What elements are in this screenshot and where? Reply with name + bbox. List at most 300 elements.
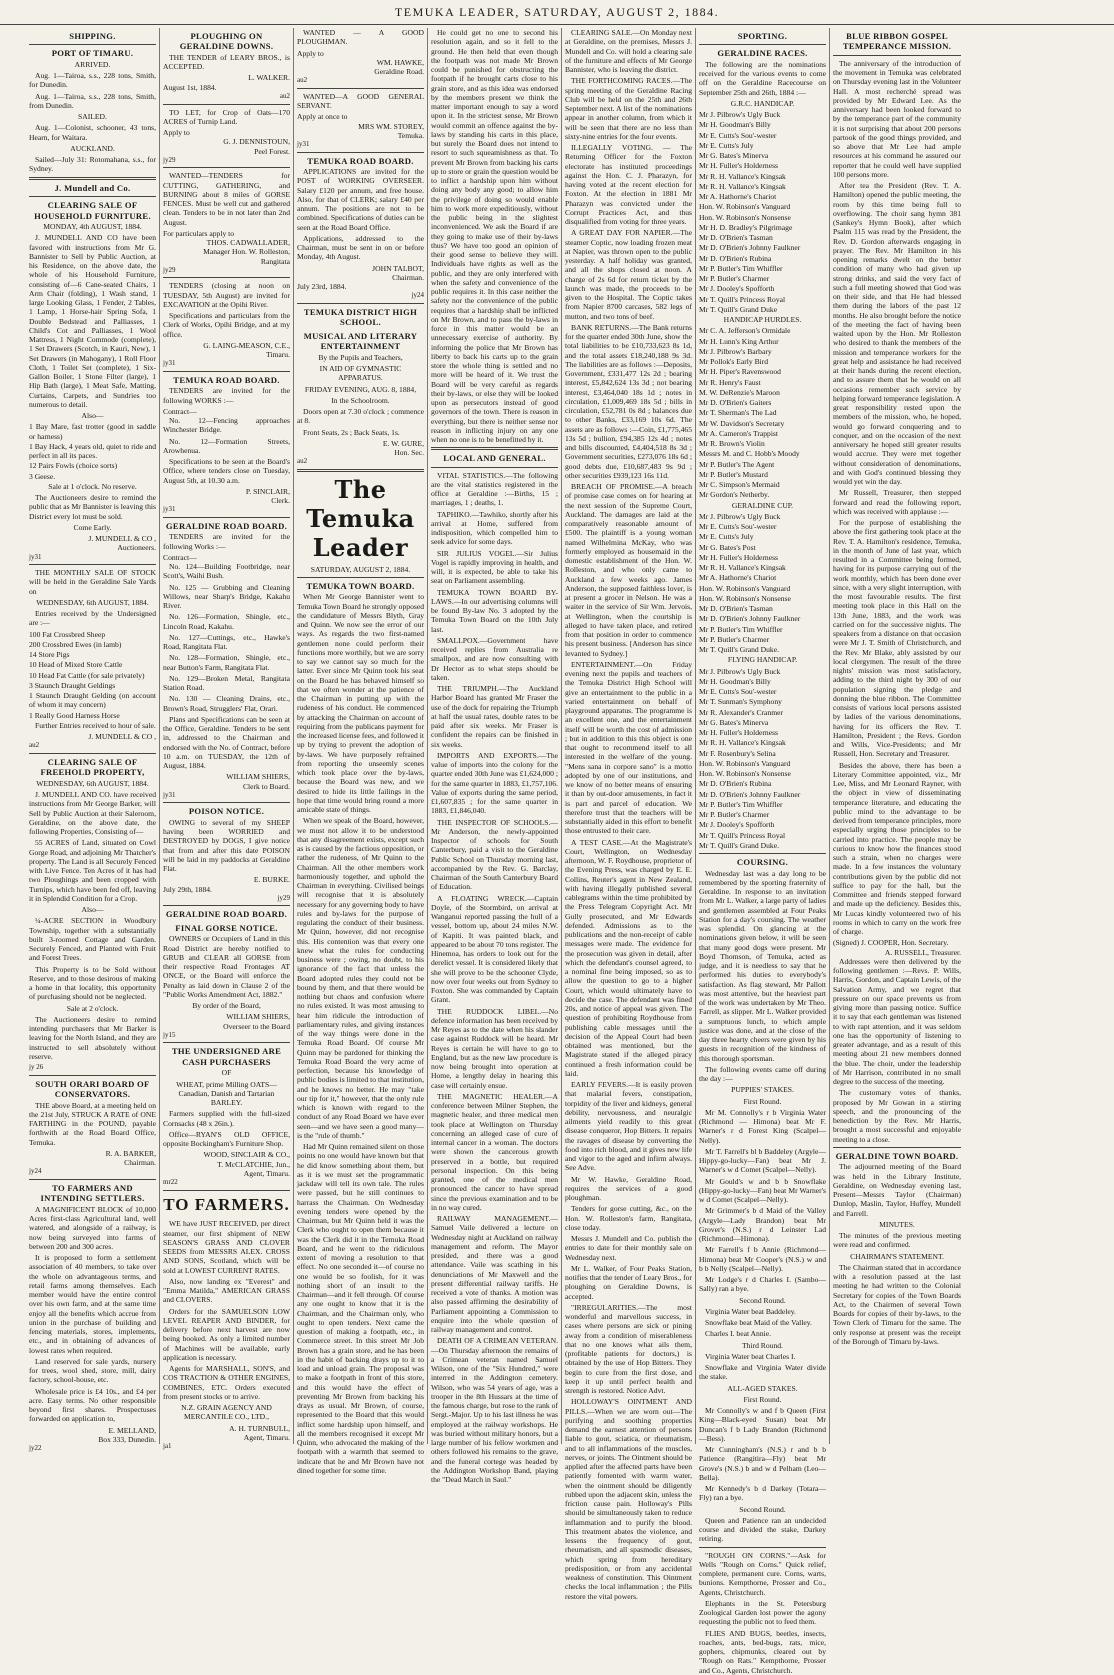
nominations-list (699, 326, 826, 499)
list-item: No. 129—Broken Metal, Rangitata Station Road. (163, 673, 290, 693)
nominations-list (699, 110, 826, 314)
list-item: No. 12—Formation Streets, Arowhenua. (163, 436, 290, 455)
to-farmers-heading: TO FARMERS. (163, 1194, 290, 1214)
column-2 (160, 28, 294, 1451)
list-item: Mr D. O'Brien's Rubina (699, 253, 772, 263)
trb-spec: Specifications to be seen at the Board's Office, where tenders close on Tuesday, August 5th, at 10.30 a.m. (163, 457, 290, 485)
list-item: Mr J. Dooley's Spofforth (699, 820, 775, 830)
school-place: In the Schoolroom. (331, 395, 390, 405)
list-item: Mr D. O'Brien's Johnny Faulkner (699, 614, 801, 624)
grb-spec: Plans and Specifications can be seen at the Office, Geraldine. Tenders to be sent in, addressed to the Chairman and endorsed with the No. of Contract, before 10 a.m. on TUESDAY, the 12th of August, 1884. (163, 714, 290, 771)
signature-role: Agent, Timaru. (243, 1168, 290, 1178)
divider (297, 303, 424, 304)
trb-body: Applications, addressed to the Chairman, must be sent in on or before Monday, 4th August. (297, 233, 424, 262)
signature: WOOD, SINCLAIR & CO., (203, 1150, 290, 1160)
list-item: Hon. W. Robinson's Nonsense (699, 593, 791, 603)
result-line: Virginia Water beat Charles I. (705, 1351, 796, 1361)
list-item: 12 Pairs Fowls (choice sorts) (29, 461, 118, 471)
divider (29, 177, 156, 180)
date-line: July 23rd, 1884. (297, 282, 347, 292)
list-item: Mr H. Fuller's Holderness (699, 728, 778, 738)
trb-body: APPLICATIONS are invited for the POST of WORKING OVERSEER. Salary £120 per annum, and free house. Also, for that of CLERK; salary £40 per annum. The positions are not to be combined. Specifications of duties can be seen at the Road Board Office. (297, 167, 424, 232)
signature: R. A. BARKER, (105, 1148, 156, 1158)
clearing-sale-body: J. MUNDELL AND CO have been favored with instructions from Mr G. Bannister to Sell by Public Auction, at his Residence, on the above date, the whole of his Household Furniture, consisting of—6 Cane-seated Chairs, 1 Arm Chair (folding), 1 Wash stand, 1 large Looking Glass, 1 Fender, 2 Tables, 1 Lamp, 1 Horse-hair Spring Sofa, 1 Double Bedstead and Palliasses, 1 Child's Cot and Palliasses, 1 Wool Mattress, 1 Night Commode (complete), 1 Set Drawers (Scotch, in Kauri, New), 1 Set Drawers (in Mahogany), 1 Roll Floor Cloth, 1 Toilet Set (complete), 1 Six-Gallon Boiler, 1 Stone Filter (large), 1 Hip Bath (large), 1 Meat Safe, Matting, Curtains, Carpets, and Sundries too numerous to detail. (29, 233, 156, 409)
round-heading: Second Round. (739, 1295, 786, 1305)
particulars-label: For particulars apply to (163, 228, 235, 238)
list-item: Mr R. H. Vallance's Kingsak (699, 738, 786, 748)
result-line: Mr Connolly's w and f b Queen (First King—Black-eyed Susan) beat Mr Duncan's f b Lady Brandon (Richmond—Bess). (699, 1406, 826, 1443)
ad-line: "ROUGH ON CORNS."—Ask for Wells "Rough on Corns." Quick relief, complete, permanent cure. Corns, warts, bunions. Kempthorne, Prosser and Co., Agents, Christchurch. (699, 1550, 826, 1597)
arrived-label: ARRIVED. (74, 59, 111, 69)
list-item: M. W. DeRenzie's Maroon (699, 387, 780, 397)
divider (163, 517, 290, 518)
news-item: IMPORTS AND EXPORTS.—The value of imports into the colony for the quarter ended 30th June was £1,624,000 ; for the same quarter in 1883, £1,757,106. Value of exports during the same period, £1,607,835 ; for the same quarter in 1883, £1,846,040. (431, 750, 558, 816)
list-item: Hon. W. Robinson's Vanguard (699, 202, 791, 212)
divider (163, 1042, 290, 1043)
list-item: Mr R. H. Vallance's Kingsak (699, 563, 786, 573)
list-item: Mr J. Pilbrow's Ugly Buck (699, 666, 781, 676)
divider (163, 277, 290, 278)
freehold-55: 55 ACRES of Land, situated on Cowl Gorge Road, and adjoining Mr Thatcher's property. The Land is all Securely Fenced with Live Fence. Ten Acres of it has had two Ploughings and been cropped with Turnips, which have been fed off, leaving it in Splendid Condition for a Crop. (29, 838, 156, 903)
school-date: FRIDAY EVENING, AUG. 8, 1884, (304, 384, 417, 394)
divider (699, 1547, 826, 1548)
school-aid: IN AID OF GYMNASTIC APPARATUS. (319, 364, 402, 383)
race-heading: G.R.C. HANDICAP. (730, 98, 795, 108)
news-item: TEMUKA TOWN BOARD BY-LAWS.—In our advertising columns will be found By-law No. 3 adopted by the Temuka Town Board on the 10th July last. (431, 587, 558, 634)
list-item: Mr C. Simpson's Mermaid (699, 480, 780, 490)
signature: A. H. TURNBULL, (229, 1423, 290, 1433)
poison-body: OWING to several of my SHEEP having been WORRIED and DESTROYED by DOGS, I give notice that from and after this date POISON will be laid in my paddocks at Geraldine Flat. (163, 817, 290, 874)
list-item: Mr G. Bates's Minerva (699, 151, 769, 161)
school-heading: TEMUKA DISTRICT HIGH SCHOOL. (303, 306, 418, 328)
list-item: Mr R. H. Vallance's Kingsak (699, 171, 786, 181)
list-item: 200 Crossbred Ewes (in lamb) (29, 639, 122, 649)
auckland-label: AUCKLAND. (70, 143, 115, 153)
divider (297, 152, 424, 153)
temuka-road-board-heading: TEMUKA ROAD BOARD. (173, 374, 280, 385)
cash-of: OF (221, 1068, 232, 1078)
signed-line: A. RUSSELL, Treasurer. (884, 947, 961, 957)
ad-code: jy22 (29, 1444, 42, 1453)
contract-label: Contract— (163, 406, 197, 416)
news-item: BANK RETURNS.—The Bank returns for the quarter ended 30th June, show the total liabilities to be £10,733,623 8s 1d, and the total assets £18,240,188 9s 3d. The liabilities are as follows :—Deposits, Government, £331,477 12s 2d ; bearing interest, £5,842,624 13s 3d ; not bearing interest, £3,464,040 18s 1d ; notes in circulation, £1,009,469 18s 5d ; bills in circulation, £52,781 0s 8d ; balances due to other Banks, £33,169 10s 6d. The assets are as follows :—Coin, £1,775,465 13s 5d ; bullion, £94,385 12s 4d ; notes and bills discounted, £4,404,518 8s 3d ; Government securities, £273,076 18s 6d ; good debts due, £10,687,483 9s 9d ; other securities £939,123 16s 11d. (565, 322, 692, 480)
date-line: July 29th, 1884. (163, 884, 212, 894)
ad-line: FLIES AND BUGS, beetles, insects, roaches, ants, bed-bugs, rats, mice, gophers, chipmunks, cleared out by "Rough on Rats." Kempthorne, Prosser and Co., Agents, Christchurch. (699, 1628, 826, 1675)
ad-code: jy31 (163, 359, 176, 368)
divider (163, 905, 290, 906)
list-item: Mr P. Butler's Charmer (699, 634, 770, 644)
list-item: Messrs M. and C. Hobb's Moody (699, 449, 800, 459)
list-item: Mr H. Piper's Ravenswood (699, 367, 781, 377)
ad-code: au2 (29, 741, 40, 750)
local-general-heading: LOCAL AND GENERAL. (443, 453, 546, 464)
come-early: Come Early. (73, 522, 112, 532)
let-body: TO LET, for Crop of Oats—170 ACRES of Turnip Land. (163, 107, 290, 126)
coursing-body: The following events came off during the day :— (699, 1064, 826, 1084)
contract-label: Contract— (163, 552, 197, 562)
list-item: Mr G. Bates's Minerva (699, 717, 769, 727)
signature-place: Timaru. (266, 350, 290, 360)
result-line: Virginia Water beat Baddeley. (705, 1306, 796, 1316)
school-by: By the Pupils and Teachers, (318, 352, 403, 362)
signature: WILLIAM SHIERS, (226, 1012, 290, 1022)
article-body: The minutes of the previous meeting were read and confirmed. (833, 1231, 961, 1250)
list-item: Hon. W. Robinson's Vanguard (699, 758, 791, 768)
result-line: Mr Farrell's f b Annie (Richmond—Himona) beat Mr Cooper's (N.S.) w and b b Nelly (Scalpel—Nelly). (699, 1245, 826, 1273)
list-item: Mr D. O'Brien's Tasman (699, 604, 773, 614)
signature-role: Chairman. (392, 272, 424, 282)
news-item: "IRREGULARITIES.—The most wonderful and marvellous success, in cases where persons are sick or pining away from a condition of miserableness that no one knows what ails them, (profitable patients for doctors,) is obtained by the use of Hop Bitters. They begin to cure from the first dose, and keep it up until perfect health and strength is restored. Notice Advt. (565, 1302, 692, 1395)
list-item: Mr R. H. Vallance's Kingsak (699, 181, 786, 191)
list-item: 1 Bay Mare, fast trotter (good in saddle or harness) (29, 422, 156, 441)
ad-code: jy 26 (29, 1063, 44, 1072)
signature-place: Rangitata (260, 256, 290, 266)
final-gorse-heading: FINAL GORSE NOTICE. (175, 922, 278, 933)
list-item: Mr G. Bates's Post (699, 542, 756, 552)
divider (163, 104, 290, 105)
signature: THOS. CADWALLADER, (206, 238, 290, 248)
signature-place: Geraldine Road. (374, 67, 424, 76)
divider (29, 196, 156, 197)
signature-role: Clerk. (271, 496, 290, 506)
result-line: Charles I. beat Annie. (705, 1329, 772, 1339)
monthly-entries: Entries received by the Undersigned are :— (29, 609, 156, 628)
list-item: Mr T. Quill's Grand Duke. (699, 645, 779, 655)
result-line: Snowflake and Virginia Water divide the stake. (699, 1363, 826, 1382)
cash-items: WHEAT, prime Milling OATS— Canadian, Danish and Tartarian BARLEY. (176, 1079, 277, 1108)
article-body: The Chairman stated that in accordance with a resolution passed at the last meeting he had written to the Colonial Secretary for copies of the Town Boards Act, to the Chairmen of several Town Boards for copies of their by-laws, to the Town Clerk of Timaru for the same. The only response at present was the receipt of the Borough of Timaru by-laws. (833, 1262, 961, 1346)
divider (431, 447, 558, 450)
orari-body: THE above Board, at a meeting held on the 21st July, STRUCK A RATE of ONE FARTHING in the POUND, payable forthwith at the Road Board Office, Temuka. (29, 1100, 156, 1147)
divider (297, 577, 424, 578)
list-item: 14 Store Pigs (29, 650, 70, 660)
list-item: Mr T. Sunman's Symphony (699, 697, 782, 707)
nominations-list (699, 512, 826, 655)
article-body: The adjourned meeting of the Board was held in the Library Institute, Geraldine, on Wednesday evening last, Present—Messrs Taylor (Chairman) Dunlop, Maslin, Taylor, Huffey, Mundell and Farrell. (833, 1162, 961, 1218)
news-item: A GREAT DAY FOR NAPIER.—The steamer Coptic, now loading frozen meat at Napier, was thrown open to the public yesterday. A half holiday was granted, and all the shops closed at noon. A charge of 2s 6d for return ticket by the launch was made, the proceeds to be given to the Hospital. The Coptic takes from Napier 8700 carcases, 582 legs of mutton, and two tons of beef. (565, 228, 692, 321)
list-item: 10 Head Fat Cattle (for sale privately) (29, 670, 145, 680)
news-item: CLEARING SALE.—On Monday next at Geraldine, on the premises, Messrs J. Mundell and Co. will hold a clearing sale of the furniture and effects of Mr George Bannister, who is leaving the district. (565, 28, 692, 74)
signature: E. BURKE. (253, 875, 290, 885)
list-item: Mr E. Cutts's July (699, 532, 754, 542)
races-intro: The following are the nominations received for the various events to come off on the Geraldine Racecourse on September 25th and 26th, 1884 :— (699, 59, 826, 97)
list-item: Mr A. Hathorne's Chariot (699, 573, 777, 583)
shipping-heading: SHIPPING. (69, 31, 116, 41)
list-item: Hon. W. Robinson's Vanguard (699, 583, 791, 593)
divider (699, 44, 826, 45)
school-doors: Doors open at 7.30 o'clock ; commence at 8. (297, 407, 424, 426)
news-item: HOLLOWAY'S OINTMENT AND PILLS.—When we are worn out—The purifying and soothing properties demand the earnest attention of persons liable to gout, sciatica, or rheumatism, and to all inflammations of the muscles, nerves, or joints. The Ointment should be applied after the affected parts have been patiently fomented with warm water, when the ointment should be diligently rubbed upon the adjacent skin, unless the friction cause pain. Holloway's Pills should be simultaneously taken to reduce inflammation and to purify the blood. This treatment abates the violence, and lessens the frequency of gout, rheumatism, and all spasmodic diseases, which spring from hereditary predisposition, or from any accidental weakness of constitution. This Ointment checks the local inflammation ; the Pills restore the vital powers. (565, 1397, 692, 1601)
article-body: The anniversary of the introduction of the movement in Temuka was celebrated on Thursday evening last in the Volunteer Hall. A most recherché spread was provided by Mr Edward Lee. As the anniversary had been looked forward to by the temperance part of the community it is not surprising that about 200 persons partook of the good things provided, and so above that Mr Lee had ample resources at his command he assured our reporter that he could well have supplied 100 persons more. (833, 58, 961, 179)
apply-label: Apply to (163, 128, 190, 137)
news-item: Mr L. Walker, of Four Peaks Station, notifies that the tender of Leary Bros., for ploughing on Geraldine Downs, is accepted. (565, 1263, 692, 1301)
list-item: Mr E. Cutts's July (699, 140, 754, 150)
grb-body: TENDERS are invited for the following Works :— (163, 532, 290, 551)
divider (833, 1147, 961, 1148)
cash-purchasers-heading: THE UNDERSIGNED ARE CASH PURCHASERS (171, 1046, 282, 1067)
auckland-line: Sailed—July 31: Rotomahana, s.s., for Sydney. (29, 155, 156, 174)
stakes-heading: ALL-AGED STAKES. (727, 1383, 798, 1393)
news-item: SMALLPOX.—Government have received replies from Australia re smallpox, and are now consulting with Dr Hector as to what steps should be taken. (431, 635, 558, 682)
list-item: Mr J. Dooley's Spofforth (699, 284, 775, 294)
list-item: No. 130 — Cleaning Drains, etc., Brown's Road, Strugglers' Flat, Orari. (163, 694, 290, 713)
freehold-quarter: ¼-ACRE SECTION in Woodbury Township, together with a substantially built 3-roomed Cottage and Garden. Securely Fenced, and Planted with Fruit and Forest Trees. (29, 916, 156, 963)
signature: WM. HAWKE, (376, 57, 424, 67)
chairman-heading: CHAIRMAN'S STATEMENT. (850, 1251, 944, 1261)
ad-code: jy15 (163, 1030, 176, 1039)
list-item: 3 Staunch Draught Geldings (29, 680, 116, 690)
news-item: A FLOATING WRECK.—Captain Doyle, of the Stormbird, on arrival at Wanganui reported passing the hull of a vessel, bottom up, about 24 miles N.W. of Kapiti. It was painted black, and appeared to be about 70 tons register. The Hinemoa, has orders to look out for the derelict vessel. It is considered likely that she will prove to be the schooner Clyde, now over four weeks out from Sydney to Foxton. She was commanded by Captain Grant. (431, 893, 558, 1005)
coursing-heading: COURSING. (736, 857, 789, 868)
freehold-note: This Property is to be Sold without Reserve, and to those desirous of making a home in that locality, this opportunity of purchasing should not be neglected. (29, 964, 156, 1002)
list-item: Mr Pollok's Early Bird (699, 357, 769, 367)
orari-heading: SOUTH ORARI BOARD OF CONSERVATORS. (35, 1078, 150, 1100)
signature: J. MUNDELL & CO , (88, 732, 156, 742)
column-3 (294, 28, 428, 1475)
nominations-list (699, 667, 826, 851)
article-body: Mr Russell, Treasurer, then stepped forward and read the following report, which was received with applause :— (833, 488, 961, 516)
list-item: 3 Geese. (29, 471, 56, 481)
list-item: Mr D. O'Brien's Gaiters (699, 398, 772, 408)
monthly-sale-heading: THE MONTHLY SALE OF STOCK will be held in the Geraldine Sale Yards on (29, 568, 156, 596)
list-item: Mr P. Butler's Tim Whiffler (699, 624, 783, 634)
freehold-foot: The Auctioneers desire to remind intending purchasers that Mr Barker is leaving for the North Island, and they are instructed to sell absolutely without reserve. (29, 1014, 156, 1061)
news-item: THE RUDDOCK LIBEL.—No defence information has been received by Mr Reyes as to the date when his slander case against Ruddock will be heard. Mr Reyes is certain he will have to go to England, but as the new law procedure is now being brought into operation at Home, a lengthy delay in hearing this case will certainly ensue. (431, 1006, 558, 1090)
list-item: No. 126—Formation, Shingle, etc., Lincoln Road, Kakahu. (163, 612, 290, 631)
list-item: Mr P. Butler's Mustard (699, 469, 768, 479)
ad-code: au2 (279, 91, 290, 100)
signature-role: Clerk to Board. (242, 781, 290, 791)
geraldine-town-board-heading: GERALDINE TOWN BOARD. (835, 1150, 959, 1161)
news-item: VITAL STATISTICS.—The following are the vital statistics registered in the office at Geraldine :—Births, 15 ; marriages, 1 ; deaths, 1. (431, 470, 558, 508)
list-item: 1 Bay Hack, 4 years old, quiet to ride and perfect in all its paces. (29, 441, 156, 461)
signature: T. McCLATCHIE, Jun., (217, 1159, 290, 1169)
signature-role: Auctioneers. (117, 543, 156, 553)
race-heading: HANDICAP HURDLES. (723, 315, 802, 325)
article-body: The customary votes of thanks, proposed by Mr Gowan in a stirring speech, and the pronouncing of the benediction by the Rev. Mr Harris, brought a most successful and enjoyable meeting to a close. (833, 1088, 961, 1144)
ad-code: jy29 (163, 155, 176, 164)
divider (163, 1190, 290, 1191)
list-item: No. 124—Building Footbridge, near Scott's, Waihi Bush. (163, 562, 290, 581)
list-item: Mr W. Davidson's Secretary (699, 418, 785, 428)
clearing-sale-heading: CLEARING SALE OF HOUSEHOLD FURNITURE. (34, 200, 151, 221)
round-heading: Third Round. (742, 1340, 783, 1350)
divider (431, 467, 558, 468)
list-item: Mr D. O'Brien's Johnny Faulkner (699, 243, 801, 253)
list-item: Mr D. O'Brien's Johnny Faulkner (699, 789, 801, 799)
gorse-body: WANTED—TENDERS for CUTTING, GATHERING, and BURNING about 8 miles of GORSE FENCES. Must be well cut and gathered clean. Tenders to be in not later than 2nd August. (163, 171, 290, 227)
freehold-heading: CLEARING SALE OF FREEHOLD PROPERTY, (40, 756, 145, 778)
final-gorse-body: OWNERS or Occupiers of Land in this Road District are hereby notified to GRUB and CLEAR all GORSE from their respective Road Frontages AT ONCE, or the Board will enforce the Penalty as laid down in Clause 2 of the "Public Works Amendment Act, 1882." (163, 934, 290, 999)
list-item: Mr J. Pilbrow's Barbary (699, 346, 772, 356)
freehold-body: J. MUNDELL AND CO. have received instructions from Mr George Barker, will Sell by Public Auction at their Saleroom, Geraldine, on the above date, the following Properties, Consisting of— (29, 790, 156, 837)
news-item: EARLY FEVERS.—It is easily proven that malarial fevers, constipation, torpidity of the liver and kidneys, general debility, nervousness, and neuralgic ailments yield readily to this great disease conqueror, Hop Bitters. It repairs the ravages of disease by converting the food into rich blood, and it gives new life and vigor to the aged and infirm always. See Adve. (565, 1080, 692, 1173)
result-line: Snowflake beat Maid of the Valley. (705, 1318, 812, 1328)
news-item: THE FORTHCOMING RACES.—The spring meeting of the Geraldine Racing Club will be held on the 25th and 26th September next. A list of the nominations appear in another column, from which it will be seen that there are no less than sixty-nine entries for the four events. (565, 76, 692, 141)
signature: G. LAING-MEASON, C.E., (203, 340, 290, 350)
list-item: Mr H. Goodman's Billy (699, 120, 771, 130)
list-item: Mr T. Quill's Grand Duke (699, 304, 778, 314)
news-item: Messrs J. Mundell and Co. publish the entries to date for their monthly sale on Wednesday next. (565, 1234, 692, 1262)
sailed-label: SAILED. (78, 112, 107, 122)
divider (29, 44, 156, 45)
list-item: No. 127—Cuttings, etc., Hawke's Road, Rangitata Flat. (163, 632, 290, 652)
list-item: Mr P. Butler's The Agent (699, 459, 775, 469)
list-item: No. 125 — Grubbing and Cleaning Willows, near Sharp's Bridge, Kakahu River. (163, 582, 290, 611)
farmers-body: A MAGNIFICENT BLOCK of 10,000 Acres first-class Agricultural land, well watered, and alongside of a railway, is now being surveyed into farms of between 200 and 300 acres. (29, 1204, 156, 1251)
ad-code: jy24 (29, 1167, 42, 1176)
signature-role: Box 333, Dunedin. (98, 1434, 156, 1444)
signature-role: Manager Hon. W. Rolleston, (203, 247, 290, 257)
list-item: Mr H. Fuller's Holderness (699, 552, 778, 562)
result-line: Mr Lodge's r d Charles I. (Sambo—Sally) ran a bye. (699, 1275, 826, 1294)
list-item: Mr T. Quill's Princess Royal (699, 830, 786, 840)
news-item: BREACH OF PROMISE.—A breach of promise case comes on for hearing at the next session of the Supreme Court, Auckland. The damages are laid at the comparatively reasonable amount of £500. The plaintiff is a young woman named Wilhelmina McKay, who was formerly employed as housemaid in the domestic establishment of the Hon. W. Rolleston, and who only came to Auckland a few weeks ago. James Anderson, the supposed faithless lover, is at present a grocer in Nelson. He was a waiter in the service of Sir Wm. Jervois, at Wellington, when the courtship is alleged to have taken place, and retired from that position in order to commence his present business. [Anderson has since levanted to Sydney.] (565, 482, 692, 658)
list-item: Mr J. Pilbrow's Ugly Buck (699, 110, 781, 120)
result-line: Mr T. Farrell's bl b Baddeley (Argyle—Hippy-go-lucky—Fan) beat Mr J. Warner's w d Comet (Scalpel—Nelly). (699, 1146, 826, 1175)
list-item: Mr P. Butler's Tim Whiffler (699, 263, 783, 273)
excavation-body: TENDERS (closing at noon on TUESDAY, 5th August) are invited for EXCAVATION at the Opihi River. (163, 281, 290, 309)
divider (29, 753, 156, 754)
stock-list (29, 630, 156, 720)
signature-place: Temuka. (397, 130, 424, 140)
editorial-continued: He could get no one to second his resolution again, and so it fell to the ground. He then held that even though the footpath was not made Mr Brown could be punished for obstructing the footpath if he brought carts close to his grain store, and as this idea was endorsed by the members present we think the matter important enough to say a word upon it. In the strictest sense, Mr Brown would commit an offence against the by-laws by standing his carts in this place, but surely the Board does not intend to resort to such squeamishness as that. To prevent Mr Brown from backing his carts up to store or grain the question would be to inflict a hardship upon him without doing any body any good; to allow him the privilege of doing so would enable him to work more expeditiously, without the public being in the slightest inconvenienced. We ask the Board if are they going to make use of their by-laws thus? We have too good an opinion of their good sense to believe they will. Individuals have rights as well as the public, and they are only interfered with when the safety and convenience of the public requires it. In this case neither the safety nor the convenience of the public requires that a hardship shall be inflicted on Mr Brown, and to pass the by-laws in force in this matter would be an unnecessary exercise of authority. By informing the police that Mr Brown has liberty to back his carts up to the grain store the whole thing is settled and no more will be heard of it. We trust the Board will be very careful as regards their by-laws, or else they will be looked upon as persecutors instead of good governors of the town. There is reason in everything, but there is neither sense nor reason in inflicting injury on any one when no one is to be benefitted by it. (431, 28, 558, 444)
signature-role: Hon. Sec. (394, 448, 424, 458)
list-item: Mr H. D. Bradley's Pilgrimage (699, 222, 793, 232)
freehold-sale: Sale at 2 o'clock. (66, 1003, 119, 1013)
divider (163, 802, 290, 803)
list-item: 100 Fat Crossbred Sheep (29, 629, 106, 639)
signature: G. J. DENNISTOUN, (223, 137, 290, 147)
list-item: 10 Head of Mixed Store Cattle (29, 660, 123, 670)
list-item: Mr E. Cutts's Sou'-wester (699, 522, 777, 532)
column-7 (830, 28, 964, 1444)
ad-line: Elephants in the St. Petersburg Zoological Garden lost power the agony requesting the public not to feed them. (699, 1598, 826, 1627)
clearing-sale-date: MONDAY, 4th AUGUST, 1884. (43, 222, 142, 232)
list-item: Mr C. A. Jefferson's Ormidale (699, 326, 791, 336)
signature: P. SINCLAIR, (245, 486, 290, 496)
signature: L. WALKER. (248, 73, 290, 83)
races-heading: GERALDINE RACES. (717, 48, 808, 59)
list-item: Mr Gordon's Netherby. (699, 490, 770, 500)
to-farmers-body: Also, now landing ex "Everest" and "Emma Matilda," AMERICAN GRASS and CLOVERS. (163, 1276, 290, 1305)
list-item: Mr T. Quill's Princess Royal (699, 294, 786, 304)
signature: MRS WM. STOREY, (358, 121, 424, 131)
newspaper-date: SATURDAY, AUGUST 2, 1884. (310, 564, 411, 574)
signature: E. W. GURE, (382, 438, 424, 448)
list-item: Hon. W. Robinson's Nonsense (699, 212, 791, 222)
list-item: Mr A. Hathorne's Chariot (699, 192, 777, 202)
newspaper-title: The Temuka Leader (306, 474, 415, 563)
ad-code: au2 (297, 457, 308, 466)
minutes-heading: MINUTES. (879, 1219, 915, 1229)
divider (29, 1179, 156, 1180)
news-item: THE TRIUMPH.—The Auckland Harbor Board has granted Mr Fraser the use of the dock for repairing the Triumph at half the usual rates, double rates to be paid after six weeks. Mr Fraser is confident the repairs can be finished in six weeks. (431, 684, 558, 749)
apply-label: Apply to (297, 48, 324, 58)
round-heading: First Round. (743, 1394, 782, 1404)
news-item: SIR JULIUS VOGEL.—Sir Julius Vogel is rapidly improving in health, and will, it is expected, be able to take his seat on Parliament assembling. (431, 548, 558, 586)
to-farmers-body: Agents for MARSHALL, SON'S, and COS TRACTION & OTHER ENGINES, COMBINES, ETC. Orders executed from present stocks or to arrive. (163, 1364, 290, 1401)
farmers-body: It is proposed to form a settlement association of 40 members, to take over the whole on advantageous terms, and retail farms among themselves. Each member would have the entire control over his own farm, and at the same time enjoy all the benefits which accrue from union in the purchase of building and fencing materials, stores, implements, etc., and in obtaining of advances of lowest rates when required. (29, 1253, 156, 1355)
round-heading: Second Round. (739, 1504, 786, 1514)
columns (26, 28, 1098, 1675)
temuka-road-board-heading: TEMUKA ROAD BOARD. (307, 155, 414, 166)
signature: WILLIAM SHIERS, (226, 772, 290, 782)
also-list (29, 422, 156, 481)
ad-code: jy31 (29, 552, 42, 561)
editorial-body: Had Mr Quinn remained silent on those points no one would have known but that he did know something about them, but as it is we must set the programmatic jackdaw will tell its own tale. The rules were passed, but he still continues to harrass the Chairman. On Wednesday evening tenders were opened by the Chairman, but Mr Quinn held it was the Clerk who ought to open them because it was the Clerk did it in the Temuka Road Board, and he went to the ridiculous extent of moving a resolution to that effect. No one seconded it—of course no one would be so foolish, for it was nothing short of an insult to the Chairman—and it fell through. Of course any one ought to know that it is the Chairman, and the Chairman only, who ought to open tenders. Next came the question of making a footpath, etc., in Commerce street. In this street Mr Job Brown has a grain store, and he has been in the habit of backing drays up to it to load and unload grain. The proposal was to make a footpath in front of this store, and this would have the effect of preventing Mr Brown from backing his drays as usual. Mr Brown, of course, represented to the Board that this would inflict some hardship upon himself, and all the members recognised it except Mr Quinn, who advocated the making of the footpath with a warmth that seemed to indicate that he and Mr Brown have not dined together for some time. (297, 1142, 424, 1475)
list-item: Mr R. Alexander's Cranmer (699, 707, 784, 717)
masthead (0, 0, 1114, 25)
list-item: Mr R. Brown's Violin (699, 439, 765, 449)
news-item: TAPHIKO.—Tawhiko, shortly after his arrival at Home, suffered from indisposition, which compelled him to seek advice for some days. (431, 509, 558, 547)
ad-code: jy31 (163, 505, 176, 514)
list-item: 1 Staunch Draught Gelding (on account of whom it may concern) (29, 691, 156, 710)
list-item: Mr E. Cutts's Sou'-wester (699, 687, 777, 697)
apply-label: Apply at once to (297, 112, 348, 122)
ploughman-wanted: WANTED — A GOOD PLOUGHMAN. (297, 28, 424, 47)
town-board-heading: TEMUKA TOWN BOARD. (306, 580, 415, 591)
port-heading: PORT OF TIMARU. (51, 48, 134, 59)
ad-code: jy29 (163, 265, 176, 274)
ad-code: au2 (297, 76, 308, 85)
divider (29, 564, 156, 565)
signature-role: Overseer to the Board (223, 1021, 290, 1031)
ad-code: jy29 (277, 893, 290, 902)
sailed-line: Aug. 1—Colonist, schooner, 43 tons, Hearn, for Waitara. (29, 123, 156, 142)
reserve-note: Sale at 1 o'clock. No reserve. (48, 481, 137, 491)
news-item: THE MAGNETIC HEALER.—A conference between Milner Stephen, the magnetic healer, and three medical men took place at Wellington on Thursday concerning an alleged case of cure of internal cancer in a woman. The doctors were shown the cancerous growth preserved in a bottle, but required personal inspection. On this being granted, one of the medical men pronounced the cancer to have spread since the previous examination and to be in no way cured. (431, 1091, 558, 1212)
to-farmers-body: WE have JUST RECEIVED, per direct steamer, our first shipment of NEW SEASON'S GRASS AND CLOVER SEEDS from MESSRS ALEX. CROSS AND SONS, Scotland, which will be sold at LOWEST CURRENT RATES. (163, 1219, 290, 1275)
to-farmers-body: Orders for the SAMUELSON LOW LEVEL REAPER AND BINDER, for delivery before next harvest are now being booked. As only a limited number of Machines will be available, early application is necessary. (163, 1306, 290, 1362)
column-6 (696, 28, 830, 1675)
ad-code: jy31 (163, 790, 176, 799)
plough-heading: PLOUGHING ON GERALDINE DOWNS. (179, 31, 274, 52)
farmers-body: Land reserved for sale yards, nursery for trees, wool shed, store, mill, dairy factory, school-house, etc. (29, 1356, 156, 1385)
result-line: Mr Cunningham's (N.S.) r and b b Patience (Rangitira—Fly) beat Mr Grove's (N.S.) b and w d Pelham (Leo—Bella). (699, 1445, 826, 1482)
ad-code: jy24 (411, 291, 424, 300)
freehold-date: WEDNESDAY, 6th AUGUST, 1884. (36, 778, 149, 788)
column-4 (428, 28, 562, 1485)
list-item: Mr D. O'Brien's Rubina (699, 779, 772, 789)
freehold-also: Also— (81, 905, 104, 915)
news-item: THE INSPECTOR OF SCHOOLS.—Mr Anderson, the newly-appointed Inspector of schools for South Canterbury, paid a visit to the Geraldine Public School on Thursday morning last, accompanied by the Rev. G. Barclay, Chairman of the South Canterbury Board of Education. (431, 817, 558, 892)
article-body: Addresses were then delivered by the following gentlemen :—Revs. P. Wills, Harris, Gordon, and Captain Lewis, of the Salvation Army, and we regret that pressure on our space prevents us from giving more than passing notice. Suffice it to say that each gentleman was listened to with rapt attention, and it was seldom one has the opportunity of listening to greater advantage, and as a result of this meeting about 21 new members donned the blue. The choir, under the leadership of Mr Harrison, contributed in no small degree to the success of the meeting. (833, 956, 962, 1087)
news-item: Mr W. Hawke, Geraldine Road, requires the services of a good ploughman. (565, 1174, 692, 1202)
divider (699, 853, 826, 854)
signature: J. MUNDELL & CO , (88, 534, 156, 544)
list-item: Mr A. Cameron's Trappist (699, 428, 778, 438)
monthly-sale-date: WEDNESDAY, 6th AUGUST, 1884. (36, 597, 149, 607)
list-item: Mr D. O'Brien's Tasman (699, 233, 773, 243)
geraldine-road-board-heading: GERALDINE ROAD BOARD. (165, 520, 288, 531)
masthead-title: TEMUKA LEADER, SATURDAY, AUGUST 2, 1884. (394, 4, 720, 19)
divider (163, 167, 290, 168)
divider (29, 1075, 156, 1076)
race-heading: GERALDINE CUP. (731, 500, 794, 510)
ad-code: jy31 (297, 140, 310, 149)
result-line: Mr M. Connolly's r b Virginia Water (Richmond — Himona) beat Mr F. Warner's r d Forest King (Scalpel—Nelly). (699, 1107, 826, 1145)
result-line: Queen and Patience ran an undecided course and divided the stake, Darkey retiring. (699, 1515, 826, 1544)
list-item: Mr R. Henry's Faust (699, 377, 761, 387)
news-item: ENTERTAINMENT.—On Friday evening next the pupils and teachers of the Temuka District High School will give an entertainment to the public in a varied entertainment on behalf of playground apparatus. The programme is an excellent one, and the entertainment itself will be worth the cost of admission ; but in addition to this this object is one that ought to recommend itself to all interested in the welfare of the young. "Mens sana in corpore sano" is a motto adopted by one of our institutions, and we know of no better means of ensuring it than by out-door amusements, in fact it is part and parcel of education. We therefore trust that the teachers will be substantially aided in this effort to benefit those entrusted to their care. (565, 659, 692, 836)
race-heading: FLYING HANDICAP. (727, 655, 798, 665)
arrived-line: Aug. 1—Tairoa, s.s., 228 tons, Smith, for Dunedin. (29, 71, 156, 90)
excavation-body: Specifications and particulars from the Clerk of Works, Opihi Bridge, and at my office. (163, 311, 290, 339)
list-item: Mr P. Butler's Tim Whiffler (699, 799, 783, 809)
result-line: Mr Gould's w and b b Snowflake (Hippy-go-lucky—Fan) beat Mr Warner's w d Comet (Scalpel—Nelly). (699, 1176, 826, 1205)
plough-body: THE TENDER of LEARY BROS., is ACCEPTED. (163, 52, 290, 72)
